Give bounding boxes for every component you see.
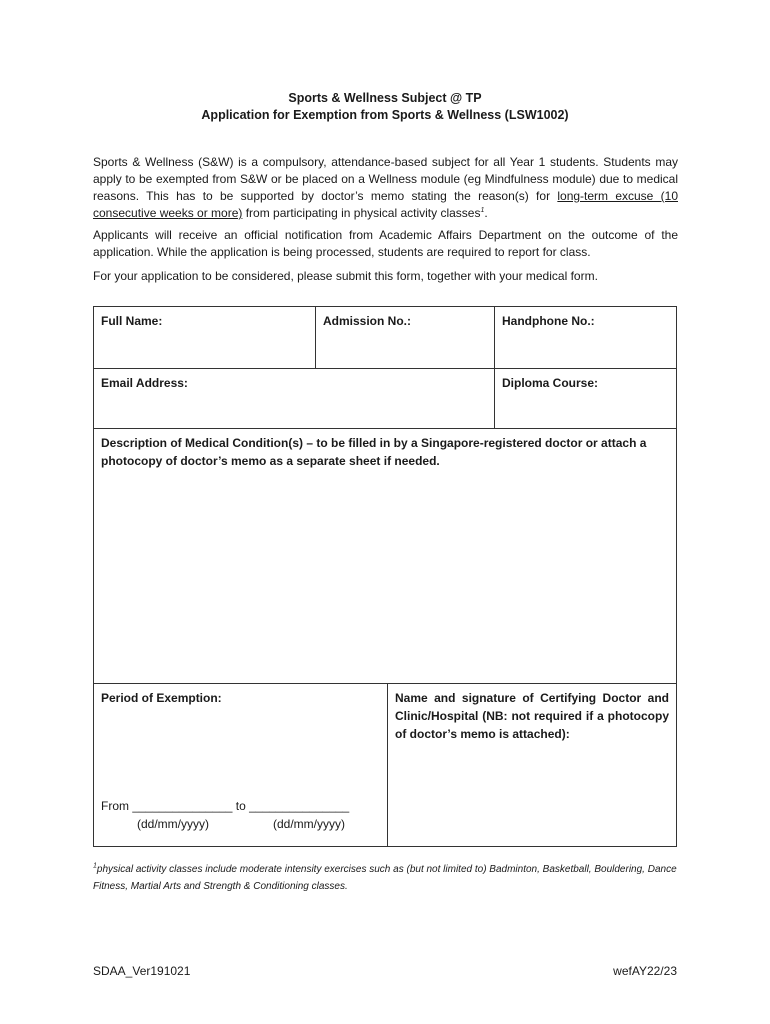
certifying-doctor-label: Name and signature of Certifying Doctor and Clinic/Hospital (NB: not required if a photocopy of doctor’s memo is attached): [395,691,669,741]
from-to-date-line: From _______________ to _______________ [101,799,350,813]
from-date-format: (dd/mm/yyyy) [137,817,209,831]
version-label: SDAA_Ver191021 [93,964,191,978]
application-form [93,306,677,847]
form-subtitle: Application for Exemption from Sports & Wellness (LSW1002) [201,108,569,122]
admission-no-label: Admission No.: [323,314,412,328]
medical-condition-label: Description of Medical Condition(s) – to be filled in by a Singapore-registered doctor or attach a photocopy of doctor’s memo as a separate sheet if needed. [101,436,647,468]
email-address-label: Email Address: [101,376,188,390]
intro-paragraph-1-text: Sports & Wellness (S&W) is a compulsory, attendance-based subject for all Year 1 students. Students may apply to be exempted from S&W or be placed on a Wellness module (eg Mindfulness module) due to medical reasons. This has to be supported by doctor’s memo stating the reason(s) for [93,155,678,203]
diploma-course-field[interactable] [495,369,676,428]
intro-paragraph-1-end: from participating in physical activity classes [242,206,481,220]
period-of-exemption-label: Period of Exemption: [101,691,222,705]
handphone-no-label: Handphone No.: [502,314,595,328]
footnote-reference: 1 [480,207,485,214]
intro-paragraph-1: Sports & Wellness (S&W) is a compulsory, attendance-based subject for all Year 1 students. Students may apply to be exempted from S&W or be placed on a Wellness module (eg Mindfulness module) due to medical reasons. This has to be supported by doctor’s memo stating the reason(s) for long-term excuse (10 consecutive weeks or more) from participating in physical activity classes$^1$. [93,155,678,220]
email-address-field[interactable] [94,369,494,428]
medical-condition-field[interactable] [94,429,676,683]
certifying-doctor-field[interactable] [388,684,676,847]
footnote-text: physical activity classes include moderate intensity exercises such as (but not limited to) Badminton, Basketball, Bouldering, Dance Fitness, Martial Arts and Strength & Conditioning classes. [93,864,677,892]
footnote-marker: 1 [93,862,97,870]
admission-no-field[interactable] [316,307,494,368]
handphone-no-field[interactable] [495,307,676,368]
full-name-field[interactable] [94,307,315,368]
form-title: Sports & Wellness Subject @ TP [288,91,482,105]
intro-paragraph-3: For your application to be considered, please submit this form, together with your medical form. [93,269,598,283]
to-date-format: (dd/mm/yyyy) [273,817,345,831]
intro-paragraph-2: Applicants will receive an official notification from Academic Affairs Department on the outcome of the application. While the application is being processed, students are required to report for class. [93,228,678,259]
effective-year-label: wefAY22/23 [613,964,677,978]
period-of-exemption-field[interactable] [94,684,387,847]
long-term-excuse-underlined: long-term excuse (10 consecutive weeks or more) [93,189,678,220]
footnote [93,861,678,895]
full-name-label: Full Name: [101,314,163,328]
diploma-course-label: Diploma Course: [502,376,599,390]
